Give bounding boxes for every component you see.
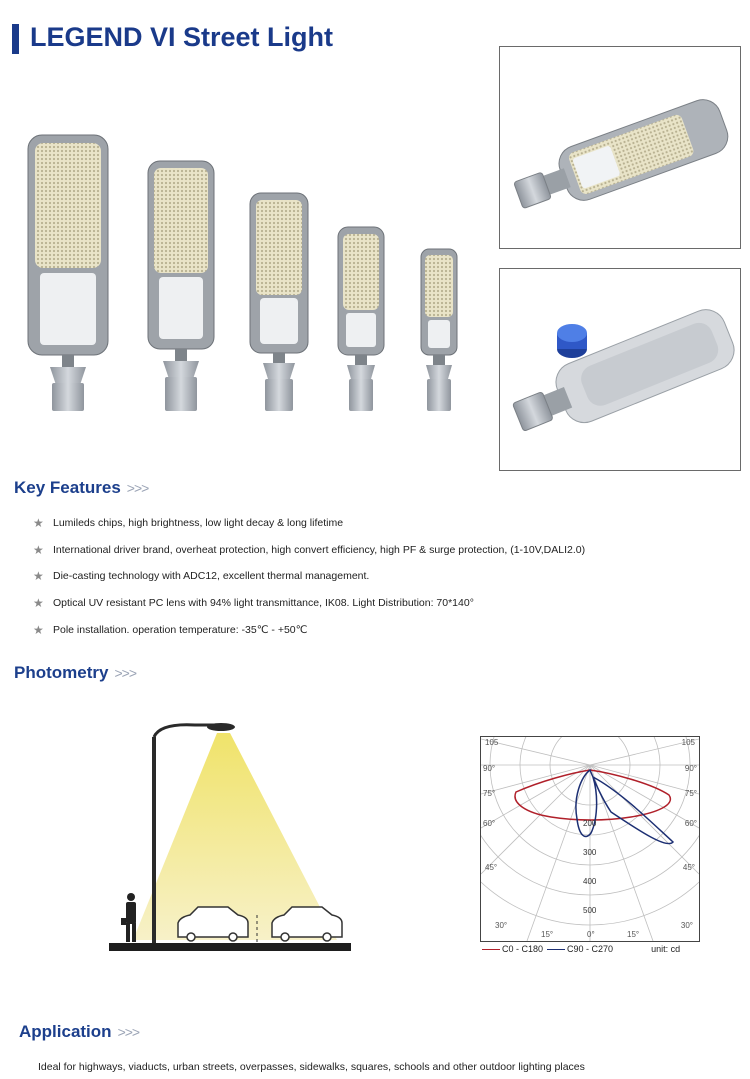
pedestrian-icon — [121, 893, 136, 942]
radial-label: 300 — [583, 848, 597, 857]
application-heading: Application — [19, 1022, 112, 1041]
feature-item — [33, 516, 343, 530]
chevrons-icon: >>> — [114, 665, 136, 681]
street-light-4 — [338, 227, 384, 411]
angle-label: 75° — [684, 789, 697, 798]
detail-image-back-sensor — [499, 268, 741, 471]
section-title-application — [19, 1022, 139, 1042]
angle-label: 90° — [684, 764, 697, 773]
feature-text: Pole installation. operation temperature: -35℃ - +50℃ — [53, 624, 308, 636]
feature-item — [33, 596, 474, 610]
star-bullet-icon: ★ — [33, 569, 44, 583]
star-bullet-icon: ★ — [33, 543, 44, 557]
street-light-2 — [148, 161, 214, 411]
angle-label: 45° — [682, 863, 695, 872]
legend-label-c0: C0 - C180 — [502, 944, 544, 954]
feature-text: Die-casting technology with ADC12, excellent thermal management. — [53, 570, 370, 582]
angle-label: 30° — [495, 921, 508, 930]
angle-label: 15° — [541, 930, 554, 939]
photometry-heading: Photometry — [14, 663, 109, 682]
chevrons-icon: >>> — [117, 1024, 140, 1040]
star-bullet-icon: ★ — [33, 623, 44, 637]
feature-item — [33, 623, 307, 637]
angle-label: 60° — [684, 819, 697, 828]
lamp-pole — [152, 737, 156, 947]
feature-text: Optical UV resistant PC lens with 94% light transmittance, IK08. Light Distribution: 70*140° — [53, 597, 474, 609]
title-accent-bar — [12, 24, 19, 54]
angle-label: 90° — [483, 764, 496, 773]
star-bullet-icon: ★ — [33, 596, 44, 610]
lamp-head — [207, 723, 235, 731]
chevrons-icon: >>> — [126, 480, 149, 496]
feature-item — [33, 569, 369, 583]
angle-label: 60° — [483, 819, 496, 828]
section-title-photometry — [14, 663, 136, 683]
radial-label: 200 — [583, 819, 597, 828]
street-scene-illustration — [105, 715, 355, 955]
street-light-3 — [250, 193, 308, 411]
radial-label: 500 — [583, 906, 597, 915]
page-title: LEGEND VI Street Light — [30, 22, 334, 52]
detail-image-front — [499, 46, 741, 249]
angle-label: 75° — [483, 789, 496, 798]
feature-text: Lumileds chips, high brightness, low light decay & long lifetime — [53, 517, 344, 529]
feature-text: International driver brand, overheat protection, high convert efficiency, high PF & surge protection, (1-10V,DALI2.0) — [53, 544, 586, 556]
product-lineup-image — [20, 125, 480, 420]
road — [109, 943, 351, 951]
legend-label-c90: C90 - C270 — [567, 944, 614, 954]
key-features-heading: Key Features — [14, 478, 121, 497]
angle-label: 15° — [627, 930, 640, 939]
star-bullet-icon: ★ — [33, 516, 44, 530]
section-title-key-features — [14, 478, 148, 498]
application-description: Ideal for highways, viaducts, urban streets, overpasses, sidewalks, squares, schools and other outdoor lighting places — [38, 1061, 585, 1073]
radial-label: 400 — [583, 877, 597, 886]
feature-item — [33, 543, 585, 557]
legend-unit: unit: cd — [651, 944, 681, 954]
angle-label: 0° — [587, 930, 595, 939]
angle-label: 105 — [485, 738, 499, 747]
angle-label: 30° — [680, 921, 693, 930]
street-light-5 — [421, 249, 457, 411]
polar-luminous-diagram — [480, 736, 700, 942]
angle-label: 45° — [485, 863, 498, 872]
angle-label: 105 — [681, 738, 695, 747]
polar-legend — [482, 944, 680, 954]
street-light-1 — [28, 135, 108, 411]
legend-swatch-c0 — [482, 949, 500, 950]
legend-swatch-c90 — [547, 949, 565, 950]
